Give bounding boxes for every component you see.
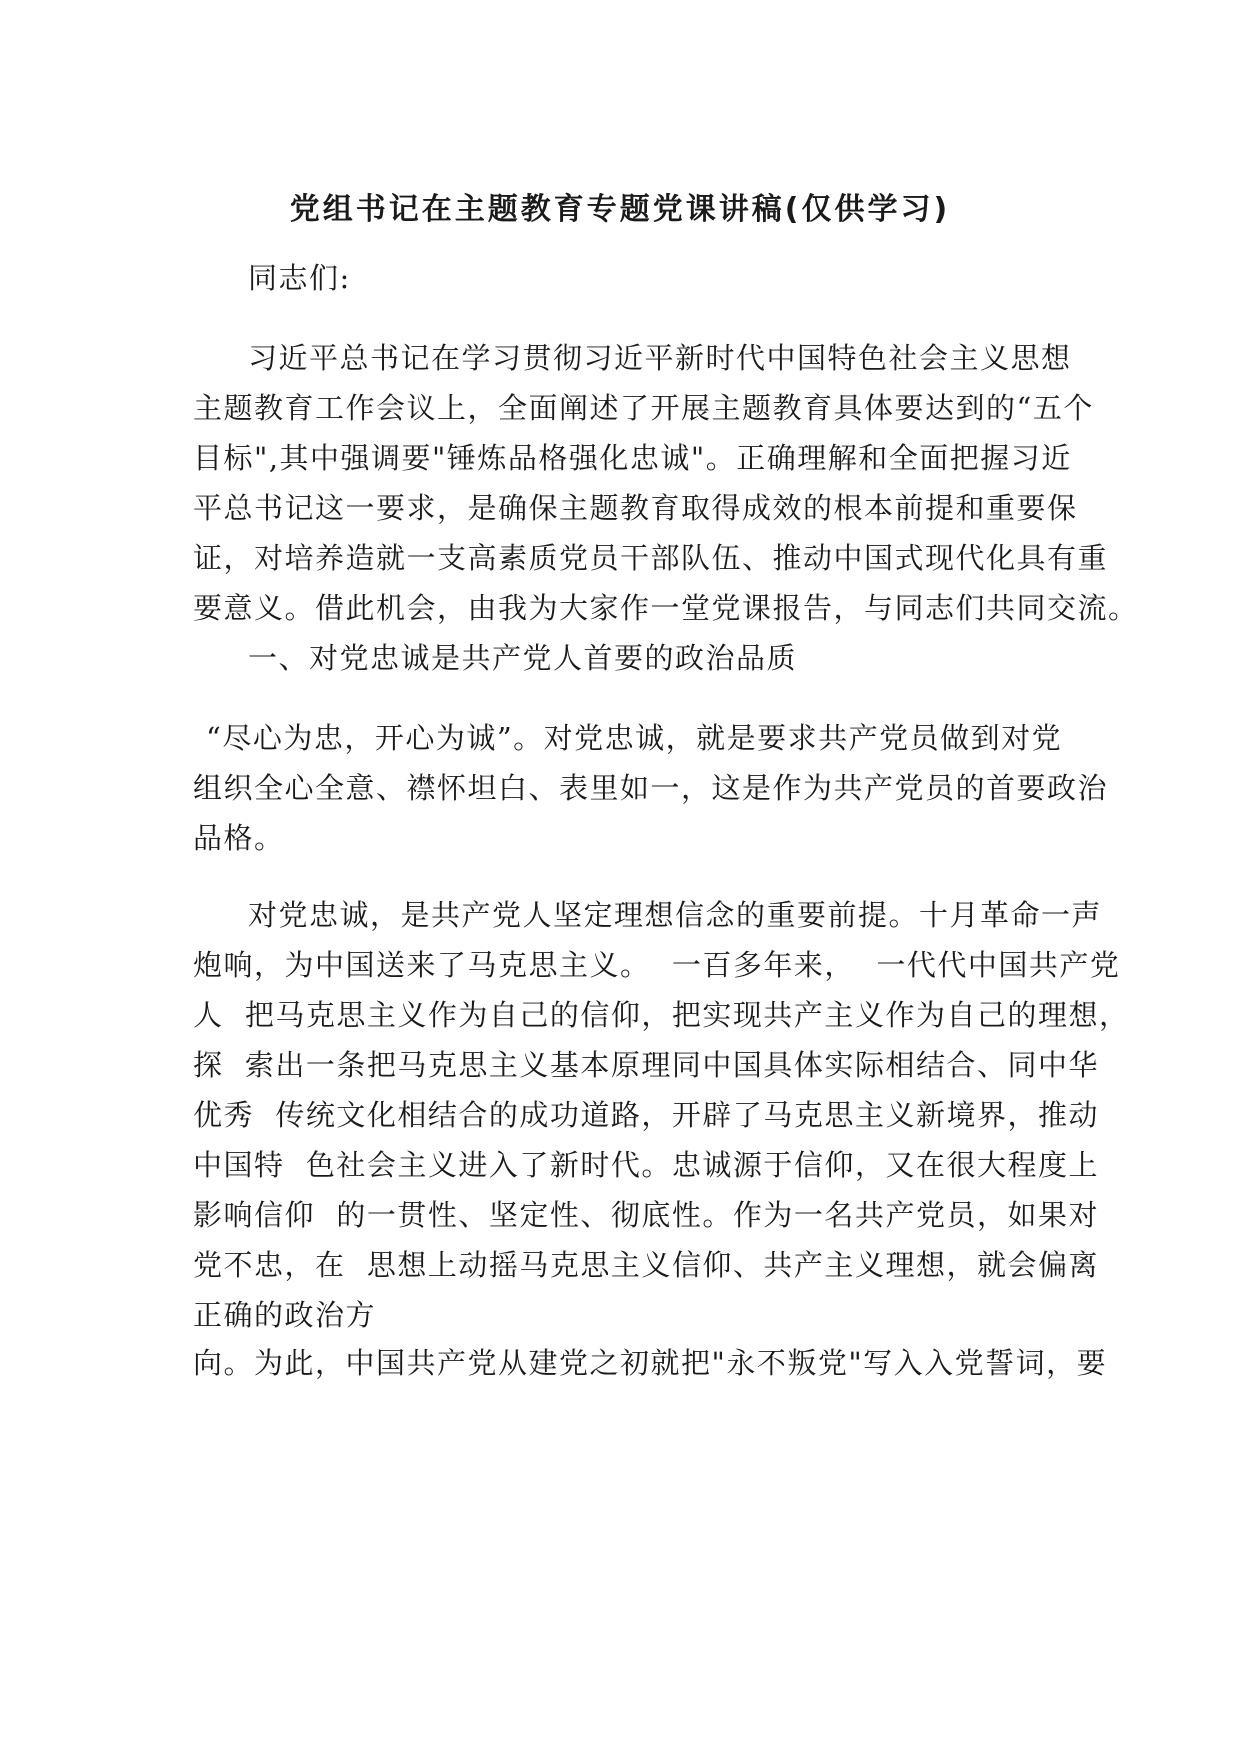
- paragraph-line: 目标",其中强调要"锤炼品格强化忠诚"。正确理解和全面把握习近: [193, 441, 1072, 475]
- paragraph-line: 人 把马克思主义作为自己的信仰，把实现共产主义作为自己的理想，: [193, 998, 1130, 1032]
- paragraph-line: 中国特 色社会主义进入了新时代。忠诚源于信仰，又在很大程度上: [193, 1148, 1099, 1182]
- paragraph-line: 探 索出一条把马克思主义基本原理同中国具体实际相结合、同中华: [193, 1048, 1099, 1082]
- paragraph-line: 影响信仰 的一贯性、坚定性、彻底性。作为一名共产党员，如果对: [193, 1198, 1099, 1232]
- paragraph-line: 要意义。借此机会，由我为大家作一堂党课报告，与同志们共同交流。: [193, 591, 1139, 625]
- document-title: 党组书记在主题教育专题党课讲稿(仅供学习): [289, 192, 951, 227]
- salutation: 同志们:: [248, 261, 351, 295]
- paragraph-line: 品格。: [193, 821, 285, 855]
- paragraph-line: 炮响，为中国送来了马克思主义。 一百多年来， 一代代中国共产党: [193, 948, 1121, 982]
- paragraph-line: 正确的政治方: [193, 1298, 377, 1332]
- paragraph-line: 平总书记这一要求，是确保主题教育取得成效的根本前提和重要保: [193, 491, 1078, 525]
- paragraph-line: 优秀 传统文化相结合的成功道路，开辟了马克思主义新境界，推动: [193, 1098, 1099, 1132]
- paragraph-line: 对党忠诚，是共产党人坚定理想信念的重要前提。十月革命一声: [248, 898, 1103, 932]
- paragraph-line: 主题教育工作会议上，全面阐述了开展主题教育具体要达到的“五个: [193, 391, 1094, 425]
- paragraph-line: 证，对培养造就一支高素质党员干部队伍、推动中国式现代化具有重: [193, 541, 1109, 575]
- paragraph-line: 习近平总书记在学习贯彻习近平新时代中国特色社会主义思想: [248, 341, 1072, 375]
- paragraph-line: 向。为此，中国共产党从建党之初就把"永不叛党"写入入党誓词，要: [193, 1346, 1108, 1380]
- section-heading: 一、对党忠诚是共产党人首要的政治品质: [248, 641, 798, 675]
- paragraph-line: 党不忠，在 思想上动摇马克思主义信仰、共产主义理想，就会偏离: [193, 1248, 1099, 1282]
- paragraph-line: “尽心为忠，开心为诚”。对党忠诚，就是要求共产党员做到对党: [206, 721, 1063, 755]
- paragraph-line: 组织全心全意、襟怀坦白、表里如一，这是作为共产党员的首要政治: [193, 771, 1109, 805]
